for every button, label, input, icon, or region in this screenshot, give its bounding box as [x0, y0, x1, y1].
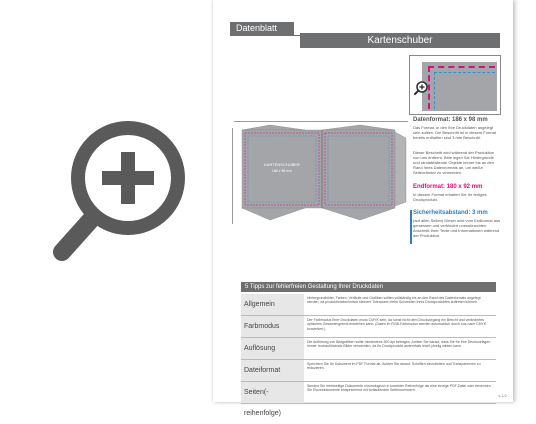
safety-line-vertical	[434, 72, 435, 109]
card-label-line1: KARTENSCHUBER	[264, 162, 300, 167]
info-sicherheit-title: Sicherheitsabstand: 3 mm	[413, 210, 488, 216]
page-number: s.1/2	[498, 393, 507, 398]
info-beschnitt	[413, 150, 501, 175]
flap-bottom-right	[322, 208, 395, 220]
tip-row	[241, 338, 496, 360]
tip-text: Der Farbmodus Ihrer Druckdaten muss CMYK sein, da sonst nicht dem Druckvorgang ein Bericht und verändertes optisches Gesamtergebnis entstehen kann. (Daten im RGB-Farbmodus werden automatisch durch uns nach CMYK konvertiert.)	[307, 318, 487, 331]
info-datenformat-text: Das Format, in den Ihre Druckdaten angelegt sein sollten. Die Beschnitt ist in diesem Format bereits enthalten sind 3 mm Beschnitt.	[413, 125, 496, 140]
card-label-line2: 186 x 98 mm	[271, 169, 293, 173]
header-product-name: Kartenschuber	[300, 33, 500, 48]
header-datenblatt: Datenblatt	[230, 22, 294, 35]
tip-text: Hintergrundbilder, Farben, Verläufe und Grafiken sollten vollständig bis an den Rand des Datenformats angelegt werden, da produktionstechnisch kleinere Toleranzen beim Schneiden Ihres Druckproduktes auftreten können.	[307, 296, 481, 305]
corner-detail-preview[interactable]	[409, 55, 501, 115]
safety-marker	[410, 210, 412, 244]
safety-line-horizontal	[434, 72, 495, 73]
tip-text: Senden Sie mehrseitige Dokumente chronologisch in korrekter Reihenfolge als eine einzige PDF-Datei oder benennen Sie Einzeldokumente entsprechend mit fortlaufenden Seitennummern.	[307, 384, 491, 393]
info-datenformat-title: Datenformat: 186 x 98 mm	[413, 117, 488, 123]
panel-back	[322, 130, 395, 208]
info-beschnitt-text: Dieser Beschnitt wird während der Produktion von uns entfernt. Bitte legen Sie Hintergründe und randabfallende Objekte immer bis an den Rand Ihres Datenformats an, um weiße Seitenränder zu vermeiden.	[413, 150, 495, 175]
dim-line-top	[234, 121, 408, 122]
tip-row	[241, 382, 496, 417]
info-datenformat	[413, 117, 501, 140]
tip-label: Auflösung	[241, 338, 304, 359]
tip-row	[241, 294, 496, 316]
info-endformat-title: Endformat: 180 x 92 mm	[413, 184, 483, 190]
datasheet-page	[213, 0, 513, 417]
flap-bottom-left	[242, 208, 305, 220]
tips-title: 5 Tipps zur fehlerfreien Gestaltung Ihrer Druckdaten	[241, 282, 496, 292]
small-zoom-icon[interactable]	[413, 80, 429, 96]
fold-line	[322, 130, 323, 208]
tip-text: Die Auflösung von Bildgrafiken sollte mindestens 300 dpi betragen. Achten Sie darauf, dass Sie für Ihre Druckvorlagen immer hochauflösende Bilder verwenden, da Ihr Druckprodukt andernfalls leicht pixelig wirken kann.	[307, 340, 491, 349]
tips-table	[241, 294, 496, 417]
flap-top-left	[242, 125, 305, 130]
tip-row	[241, 316, 496, 338]
info-sicherheitsabstand	[413, 210, 501, 238]
tip-label: Allgemein	[241, 294, 304, 315]
tip-label: Seiten(-reihenfolge)	[241, 382, 304, 403]
tip-label: Dateiformat	[241, 360, 304, 381]
info-endformat-text: In diesem Format erhalten Sie Ihr fertiges Druckprodukt.	[413, 192, 487, 202]
dim-line-left	[232, 128, 233, 224]
template-diagram[interactable]	[230, 118, 410, 228]
flap-top-right	[322, 125, 395, 130]
flap-side-right	[395, 132, 406, 206]
tip-text: Speichern Sie Ihr Dokument im PDF Format ab. Achten Sie darauf, Schriften einzubetten und Transparenzen zu reduzieren.	[307, 362, 481, 371]
tip-label: Farbmodus	[241, 316, 304, 337]
tip-row	[241, 360, 496, 382]
info-endformat	[413, 184, 501, 202]
trim-line-horizontal	[428, 66, 495, 68]
zoom-in-icon[interactable]	[48, 112, 188, 262]
info-sicherheit-text: (auf allen Seiten) Dieser wird vom Endformat aus gemessen und verhindert unerwünschten Anschnitt Ihrer Texte und Informationen während der Produktion.	[413, 218, 501, 238]
